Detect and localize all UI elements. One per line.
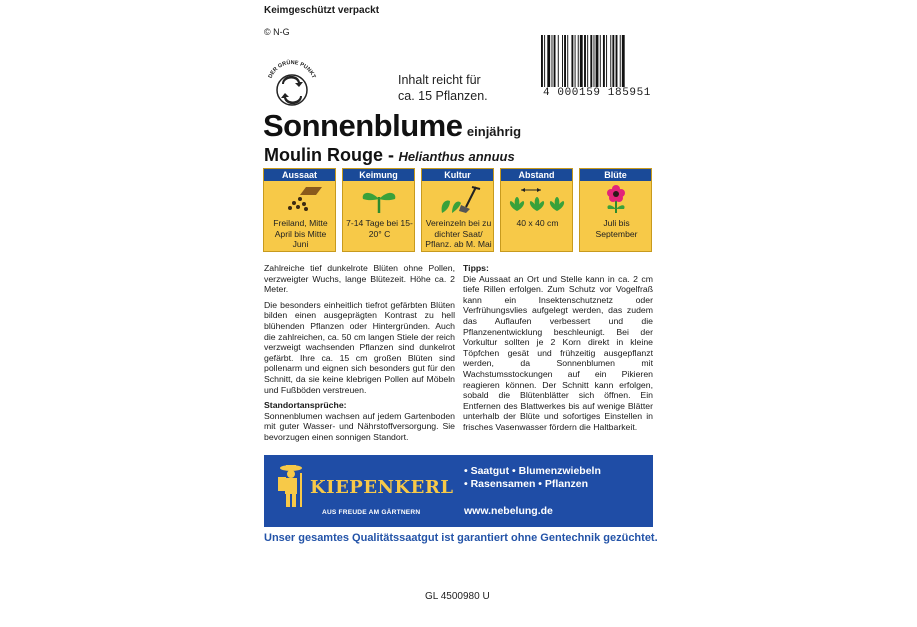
copyright-label: © N-G [264, 27, 290, 37]
feature-line-1: • Saatgut • Blumenzwiebeln [464, 465, 601, 477]
description-para-2: Die besonders einheitlich tiefrot gefärbten Blüten bilden einen ausgeprägten Kontrast zu hell blühenden Pflanzen oder Hintergründen. Auch die zahlreichen, ca. 50 cm langen Stiele der reich verzweigt wachsenden Pflanzen sind dunkelrot gefärbt. Ihre ca. 15 cm großen Blüten sind pollenarm und eignen sich besonders gut für den Schnitt, da sie keine klebrigen Pollen auf Möbeln und Fußböden verstreuen. [264, 299, 455, 395]
card-text: Freiland, Mitte April bis Mitte Juni [273, 218, 328, 249]
flower-icon [586, 185, 647, 213]
card-title: Blüte [580, 169, 651, 181]
tips-column [463, 263, 653, 438]
card-text: 7-14 Tage bei 15-20° C [346, 218, 413, 239]
card-kultur [421, 168, 494, 252]
feature-line-2: • Rasensamen • Pflanzen [464, 478, 589, 490]
card-aussaat [263, 168, 336, 252]
description-para-1: Zahlreiche tief dunkelrote Blüten ohne Pollen, verzweigter Wuchs, lange Blütezeit. Höhe ca. 2 Meter. [264, 263, 455, 295]
brand-banner [264, 455, 653, 527]
location-text: Sonnenblumen wachsen auf jedem Gartenboden mit guter Wasser- und Nährstoffversorgung. Sie bevorzugen einen sonnigen Standort. [264, 410, 455, 442]
card-text: Vereinzeln bei zu dichter Saat/ Pflanz. ab M. Mai [425, 218, 492, 249]
contents-line-2: ca. 15 Pflanzen. [398, 89, 488, 103]
card-text: Juli bis September [595, 218, 638, 239]
variety-name: Moulin Rouge - [264, 145, 394, 165]
variety-line [264, 145, 515, 166]
product-name: Sonnenblume [263, 108, 463, 143]
card-text: 40 x 40 cm [516, 218, 559, 228]
tips-text: Die Aussaat an Ort und Stelle kann in ca. 2 cm tiefe Rillen erfolgen. Zum Schutz vor Vogelfraß kann ein Insektenschutznetz oder Verfrühungsvlies aufgelegt werden, das zudem das Auflaufen verbessert und die Pflanzenentwicklung beschleunigt. Bei der Vorkultur sollten je 2 Korn direkt in kleine Töpfchen gesät und frühzeitig ausgepflanzt werden, da Sonnenblumen mit Wachstumsstockungen auf ein Pikieren reagieren können. Der Schnitt kann erfolgen, sobald die Blütenblätter sich öffnen. Ein Entfernen des Blattwerkes bis auf wenige Blätter unterhalb der Blüte und sofortiges Einstellen in frisches Vasenwasser fördern die Haltbarkeit. [463, 273, 653, 432]
germ-free-label: Keimgeschützt verpackt [264, 5, 380, 16]
green-dot-text: DER GRÜNE PUNKT [267, 59, 317, 80]
contents-note [398, 72, 488, 104]
product-code: GL 4500980 U [425, 591, 490, 602]
card-title: Kultur [422, 169, 493, 181]
seedling-icon [349, 185, 410, 213]
latin-name: Helianthus annuus [398, 149, 515, 164]
card-keimung [342, 168, 415, 252]
brand-name: KIEPENKERL [310, 477, 454, 498]
card-bluete [579, 168, 652, 252]
barcode-bars [537, 35, 657, 87]
gmo-notice: Unser gesamtes Qualitätssaatgut ist garantiert ohne Gentechnik gezüchtet. [264, 532, 658, 544]
description-column [264, 263, 455, 448]
card-abstand [500, 168, 573, 252]
tips-heading: Tipps: [463, 263, 489, 273]
plant-spacing-icon [507, 185, 568, 213]
card-title: Aussaat [264, 169, 335, 181]
feature-list [464, 465, 601, 491]
website-link[interactable]: www.nebelung.de [464, 505, 553, 517]
barcode [537, 35, 657, 99]
card-title: Keimung [343, 169, 414, 181]
product-annual: einjährig [466, 124, 522, 139]
green-dot-logo [262, 54, 322, 114]
kiepenkerl-figure-icon [274, 463, 308, 509]
product-title [263, 108, 521, 144]
card-title: Abstand [501, 169, 572, 181]
contents-line-1: Inhalt reicht für [398, 73, 481, 87]
location-heading: Standortansprüche: [264, 400, 347, 411]
seed-sowing-icon [270, 185, 331, 213]
barcode-number: 4 000159 185951 [542, 87, 652, 99]
brand-slogan: AUS FREUDE AM GÄRTNERN [322, 509, 421, 516]
spade-icon [428, 185, 489, 213]
